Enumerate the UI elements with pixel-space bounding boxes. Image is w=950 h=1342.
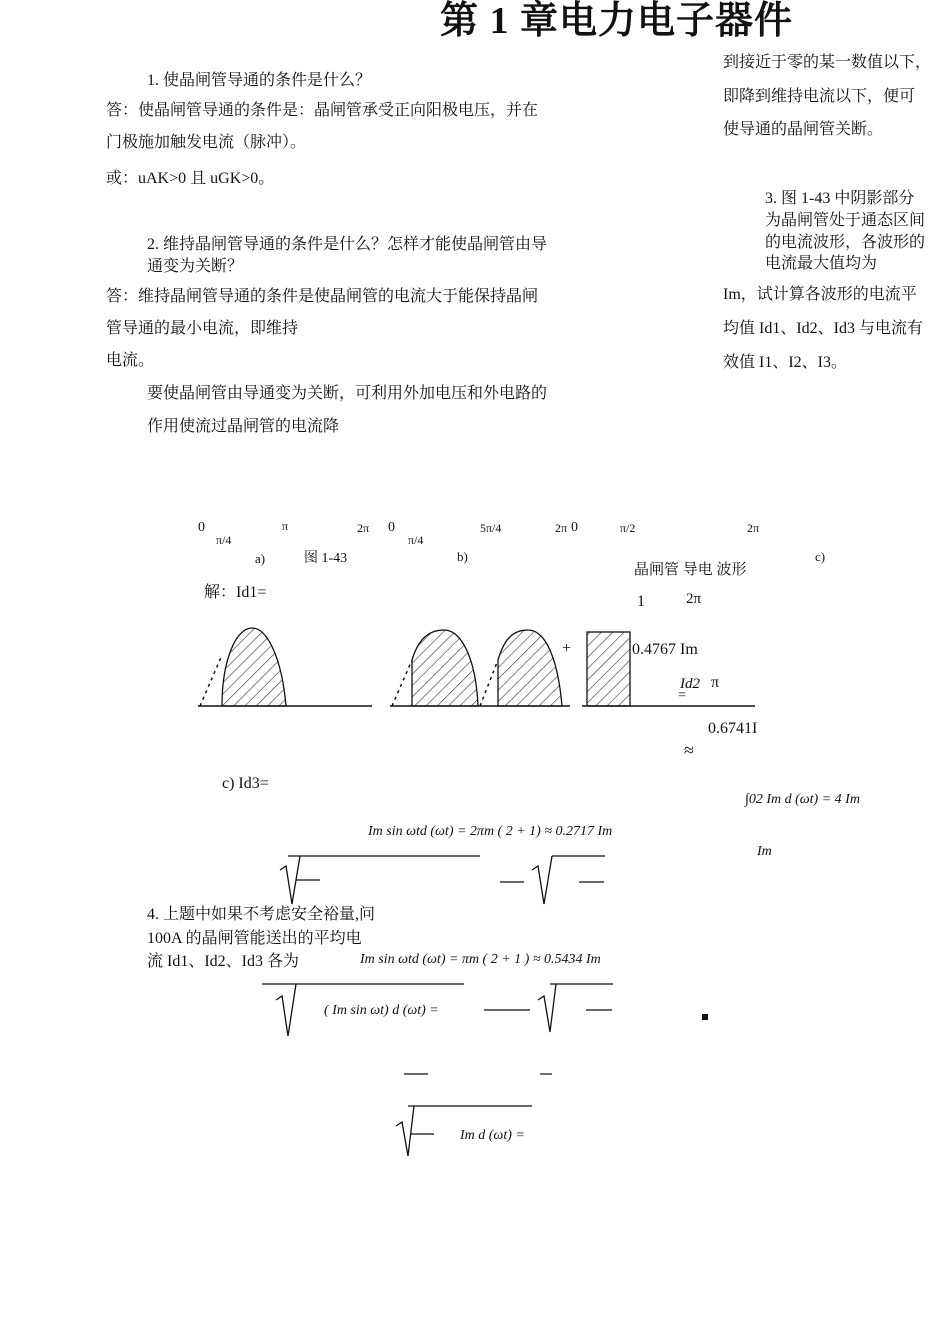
q1-answer: 答：使晶闸管导通的条件是：晶闸管承受正向阳极电压，并在 xyxy=(106,102,539,119)
q3-line: 3. 图 1-43 中阴影部分 xyxy=(765,190,915,207)
i1-integrand: ( Im sin ωt) d (ωt) = xyxy=(324,1003,439,1018)
wave-b1 xyxy=(412,630,478,706)
q2-answer: 电流。 xyxy=(106,352,155,369)
id2-label: Id2 xyxy=(680,676,700,692)
tick-a-0: 0 xyxy=(198,520,205,535)
figure-label-a: a) xyxy=(255,551,266,566)
wave-b2 xyxy=(498,630,562,706)
i3-integrand: Im d (ωt) = xyxy=(460,1128,525,1143)
tick-a-3: 2π xyxy=(357,521,370,535)
approx-sign: ≈ xyxy=(684,740,694,760)
tick-c-0: 0 xyxy=(571,520,578,535)
q2-question: 2. 维持晶闸管导通的条件是什么？怎样才能使晶闸管由导 xyxy=(147,236,548,253)
solution-c-label: c) Id3= xyxy=(222,775,269,792)
tick-b-3: 2π xyxy=(555,521,568,535)
plus-sign: + xyxy=(562,640,572,657)
q2-answer: 作用使流过晶闸管的电流降 xyxy=(147,418,340,435)
q1-question: 1. 使晶闸管导通的条件是什么？ xyxy=(147,72,372,89)
frac-top: 1 xyxy=(637,593,645,610)
q4-line: 100A 的晶闸管能送出的平均电 xyxy=(147,930,362,947)
tick-b-0: 0 xyxy=(388,520,395,535)
q2-answer: 要使晶闸管由导通变为关断，可利用外加电压和外电路的 xyxy=(147,385,548,402)
tick-c-1: π/2 xyxy=(620,521,636,535)
tick-c-2: 2π xyxy=(747,521,760,535)
tick-b-2: 5π/4 xyxy=(480,521,502,535)
equals-sign: = xyxy=(678,688,686,703)
figure-label-c: c) xyxy=(815,549,826,564)
result-i1: 0.6741I xyxy=(708,720,758,737)
tick-a-1: π/4 xyxy=(216,533,232,547)
q3-avg-line: 均值 Id1、Id2、Id3 与电流有 xyxy=(723,320,923,337)
q2-answer: 管导通的最小电流，即维持 xyxy=(106,320,299,337)
q3-line: 电流最大值均为 xyxy=(765,255,878,272)
id2-expression: Im sin ωtd (ωt) = 2πm ( 2 + 1) ≈ 0.2717 Im xyxy=(368,824,613,839)
result-id3: ∫02 Im d (ωt) = 4 Im xyxy=(745,792,860,807)
wave-c xyxy=(587,632,630,706)
q4-line: 流 Id1、Id2、Id3 各为 xyxy=(147,953,299,970)
right-text-line: 即降到维持电流以下，便可 xyxy=(723,88,916,105)
figure-caption: 图 1-43 xyxy=(304,551,348,566)
result-id1: 0.4767 Im xyxy=(632,641,698,658)
q2-answer: 答：维持晶闸管导通的条件是使晶闸管的电流大于能保持晶闸 xyxy=(106,288,539,305)
tick-a-2: π xyxy=(282,519,289,533)
figure-label-b: b) xyxy=(457,549,468,564)
q3-line: 的电流波形，各波形的 xyxy=(765,234,926,251)
q2-question: 通变为关断？ xyxy=(147,258,244,275)
right-text-line: 使导通的晶闸管关断。 xyxy=(723,121,884,138)
figure-caption-c: 晶闸管 导电 波形 xyxy=(634,562,747,578)
q3-im-line: Im，试计算各波形的电流平 xyxy=(723,286,917,303)
i2-expression: Im sin ωtd (ωt) = πm ( 2 + 1 ) ≈ 0.5434 Im xyxy=(360,952,601,967)
pi-symbol: π xyxy=(711,674,720,691)
page-title: 第 1 章电力电子器件 xyxy=(440,0,794,42)
tick-b-1: π/4 xyxy=(408,533,424,547)
q4-line: 4. 上题中如果不考虑安全裕量,问 xyxy=(147,906,376,923)
im-tail: Im xyxy=(757,844,772,859)
two-pi: 2π xyxy=(686,591,702,607)
q3-rms-line: 效值 I1、I2、I3。 xyxy=(723,354,847,371)
q1-answer: 门极施加触发电流（脉冲）。 xyxy=(106,134,307,151)
solution-intro: 解：Id1= xyxy=(204,584,267,601)
q3-line: 为晶闸管处于通态区间 xyxy=(765,212,926,229)
wave-a xyxy=(222,628,286,706)
q1-answer: 或：uAK>0 且 uGK>0。 xyxy=(106,170,275,187)
right-text-line: 到接近于零的某一数值以下， xyxy=(723,54,932,71)
